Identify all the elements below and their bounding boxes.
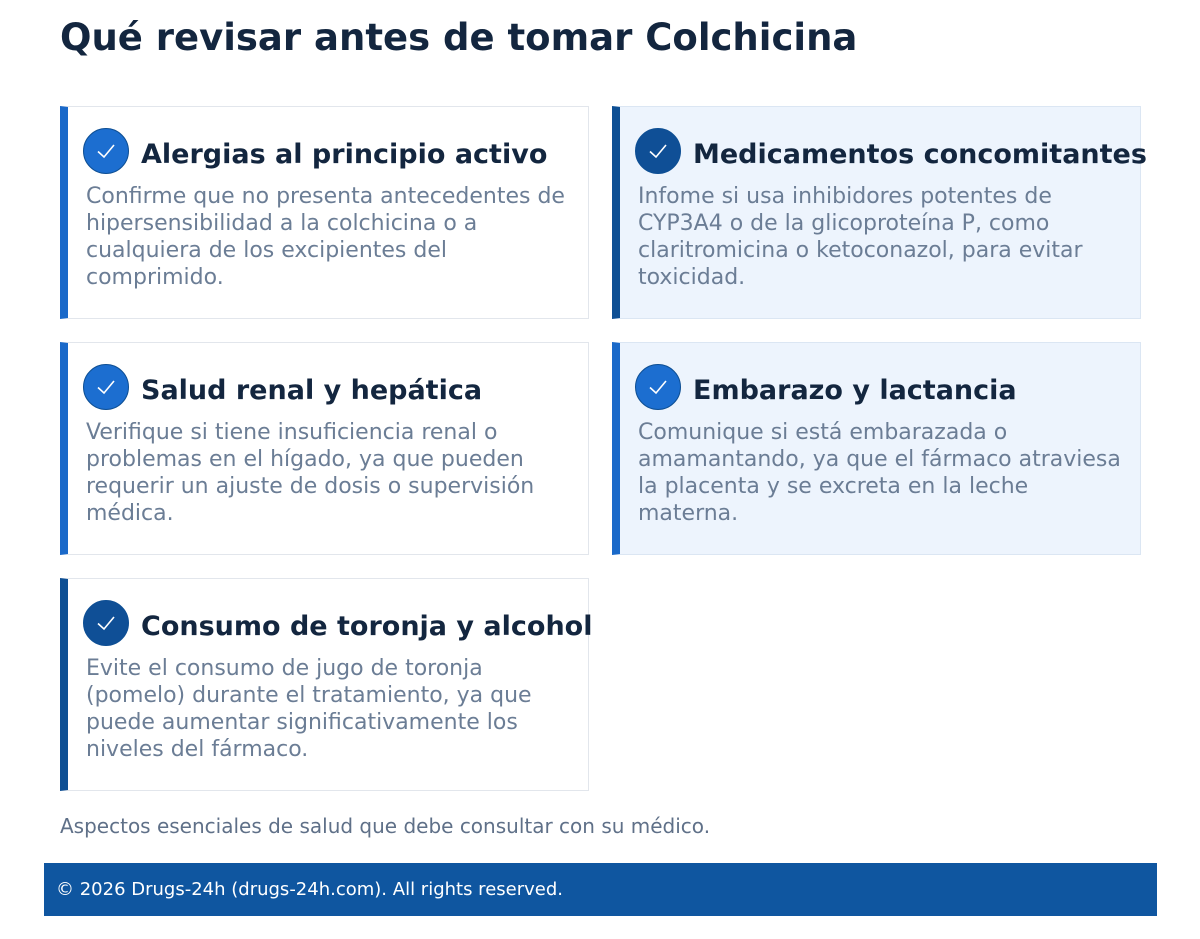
check-circle-icon	[83, 128, 129, 174]
card-body: Comunique si está embarazada o amamantando, ya que el fármaco atraviesa la placenta y se excreta en la leche materna.	[638, 420, 1121, 526]
copyright-text: © 2026 Drugs-24h (drugs-24h.com). All rights reserved.	[56, 879, 563, 900]
card-body: Infome si usa inhibidores potentes de CYP3A4 o de la glicoproteína P, como claritromicina o ketoconazol, para evitar toxicidad.	[638, 184, 1083, 290]
card-header	[83, 363, 570, 411]
card-body: Evite el consumo de jugo de toronja (pomelo) durante el tratamiento, ya que puede aumentar significativamente los niveles del fármaco.	[86, 656, 532, 762]
card-renal-hepatic	[60, 342, 589, 555]
card-title: Embarazo y lactancia	[693, 374, 1017, 406]
check-circle-icon	[83, 600, 129, 646]
checklist-grid	[60, 106, 1147, 791]
card-grapefruit-alcohol	[60, 578, 593, 791]
card-body: Confirme que no presenta antecedentes de hipersensibilidad a la colchicina o a cualquiera de los excipientes del comprimido.	[86, 184, 565, 290]
card-header	[83, 127, 570, 175]
page-title: Qué revisar antes de tomar Colchicina	[60, 16, 858, 59]
footer	[44, 863, 1157, 916]
card-title: Consumo de toronja y alcohol	[141, 610, 593, 642]
card-title: Alergias al principio activo	[141, 138, 548, 170]
card-header	[635, 363, 1122, 411]
check-circle-icon	[635, 364, 681, 410]
card-body: Verifique si tiene insuficiencia renal o problemas en el hígado, ya que pueden requerir un ajuste de dosis o supervisión médica.	[86, 420, 535, 526]
check-circle-icon	[635, 128, 681, 174]
caption: Aspectos esenciales de salud que debe consultar con su médico.	[60, 814, 711, 838]
card-title: Salud renal y hepática	[141, 374, 483, 406]
card-concomitant-medications	[612, 106, 1147, 319]
card-header	[635, 127, 1147, 175]
card-allergies	[60, 106, 589, 319]
card-title: Medicamentos concomitantes	[693, 138, 1147, 170]
card-pregnancy	[612, 342, 1141, 555]
check-circle-icon	[83, 364, 129, 410]
card-header	[83, 599, 593, 647]
